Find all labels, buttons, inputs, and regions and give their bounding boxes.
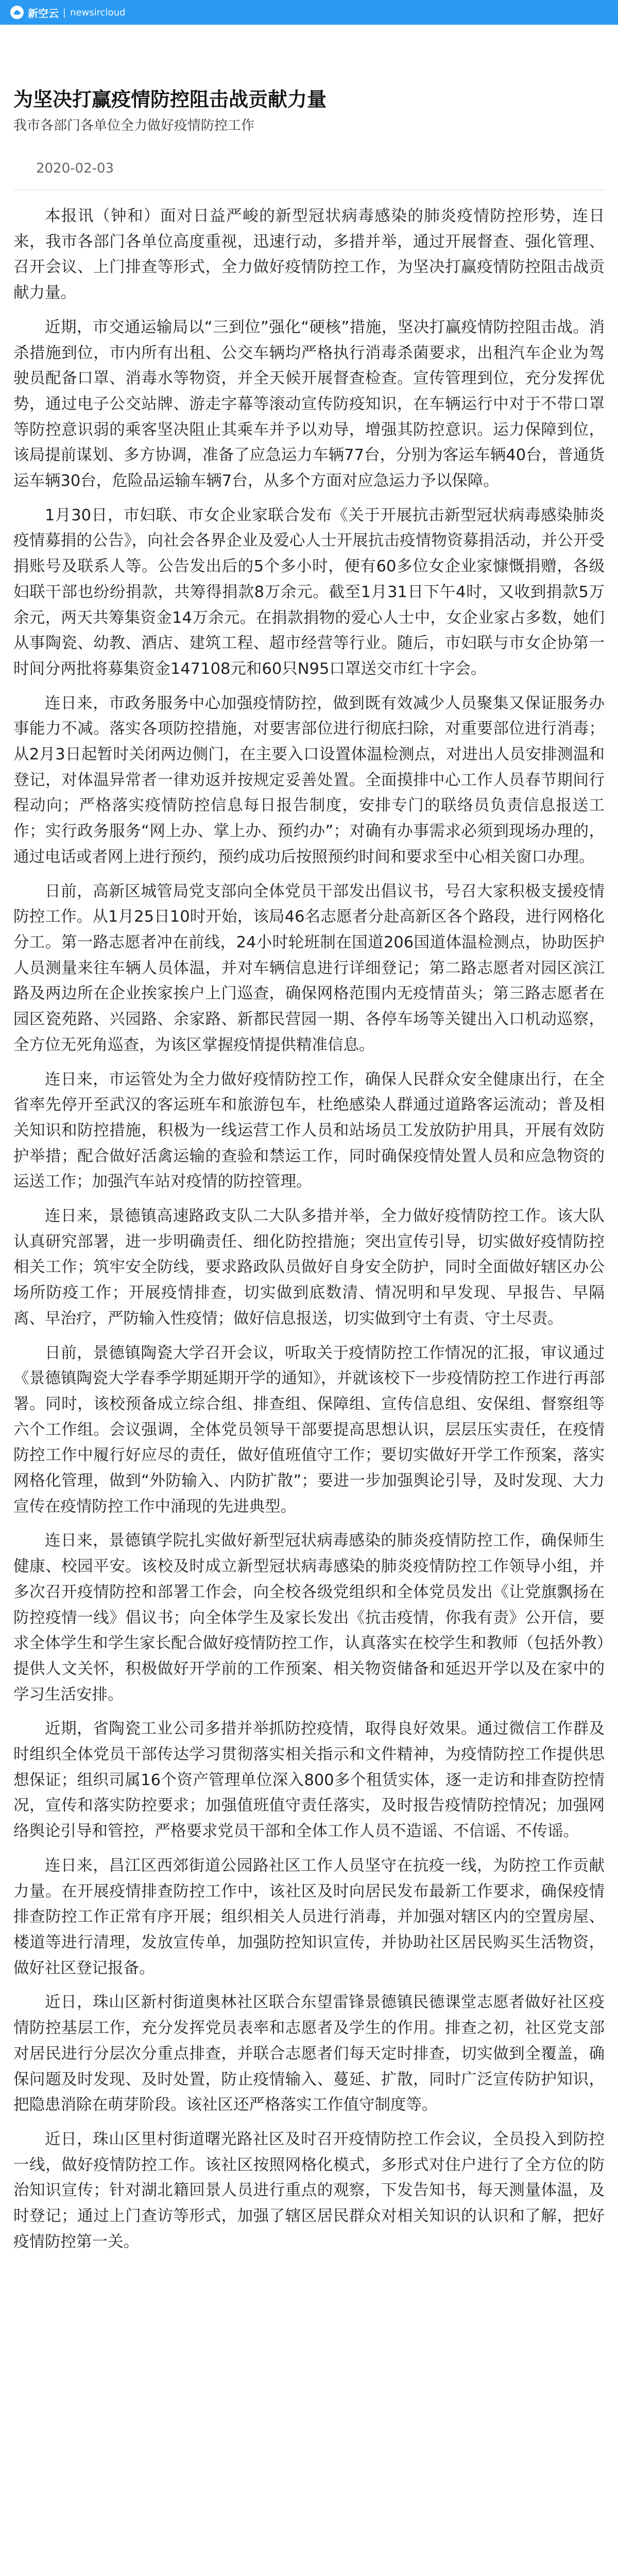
article-paragraph: 近期，省陶瓷工业公司多措并举抓防控疫情，取得良好效果。通过微信工作群及时组织全体党员干部传达学习贯彻落实相关指示和文件精神，为疫情防控工作提供思想保证；组织司属16个资产管理单位深入800多个租赁实体，逐一走访和排查防控情况，宣传和落实防控要求；加强值班值守责任落实，及时报告疫情防控情况；加强网络舆论引导和管控，严格要求党员干部和全体工作人员不造谣、不信谣、不传谣。	[13, 1720, 605, 1841]
app-header	[0, 0, 618, 25]
header-separator: |	[63, 7, 66, 18]
article-paragraph: 连日来，景德镇高速路政支队二大队多措并举，全力做好疫情防控工作。该大队认真研究部署，进一步明确责任、细化防控措施；突出宣传引导，切实做好疫情防控相关工作；筑牢安全防线，要求路政队员做好自身安全防护，同时全面做好辖区办公场所防疫工作；开展疫情排查，切实做到底数清、情况明和早发现、早报告、早隔离、早治疗，严防输入性疫情；做好信息报送，切实做到守土有责、守土尽责。	[13, 1207, 605, 1328]
cloud-logo-icon	[10, 6, 24, 19]
article-paragraph: 日前，高新区城管局党支部向全体党员干部发出倡议书，号召大家积极支援疫情防控工作。从1月25日10时开始，该局46名志愿者分赴高新区各个路段，进行网格化分工。第一路志愿者冲在前线，24小时轮班制在国道206国道体温检测点，协助医护人员测量来往车辆人员体温，并对车辆信息进行详细登记；第二路志愿者对园区滨江路及两边所在企业挨家挨户上门巡查，确保网格范围内无疫情苗头；第三路志愿者在园区瓷苑路、兴园路、余家路、新都民营园一期、各停车场等关键出入口机动巡察，全方位无死角巡查，为该区掌握疫情提供精准信息。	[13, 882, 605, 1054]
article-paragraph: 连日来，市政务服务中心加强疫情防控，做到既有效减少人员聚集又保证服务办事能力不减。落实各项防控措施，对要害部位进行彻底扫除，对重要部位进行消毒；从2月3日起暂时关闭两边侧门，在主要入口设置体温检测点，对进出人员安排测温和登记，对体温异常者一律劝返并按规定妥善处置。全面摸排中心工作人员春节期间行程动向；严格落实疫情防控信息每日报告制度，安排专门的联络员负责信息报送工作；实行政务服务“网上办、掌上办、预约办”；对确有办事需求必须到现场办理的，通过电话或者网上进行预约，预约成功后按照预约时间和要求至中心相关窗口办理。	[13, 694, 605, 866]
article-subtitle: 我市各部门各单位全力做好疫情防控工作	[13, 118, 255, 133]
article-title: 为坚决打赢疫情防控阻击战贡献力量	[13, 88, 327, 111]
article-container	[0, 87, 618, 2255]
article-paragraph: 本报讯（钟和）面对日益严峻的新型冠状病毒感染的肺炎疫情防控形势，连日来，我市各部门各单位高度重视，迅速行动，多措并举，通过开展督查、强化管理、召开会议、上门排查等形式，全力做好疫情防控工作，为坚决打赢疫情防控阻击战贡献力量。	[13, 207, 605, 302]
channel-name: newsircloud	[70, 7, 126, 18]
article-paragraph: 日前，景德镇陶瓷大学召开会议，听取关于疫情防控工作情况的汇报，审议通过《景德镇陶瓷大学春季学期延期开学的通知》，并就该校下一步疫情防控工作进行再部署。同时，该校预备成立综合组、排查组、保障组、宣传信息组、安保组、督察组等六个工作组。会议强调，全体党员领导干部要提高思想认识，层层压实责任，在疫情防控工作中履行好应尽的责任，做好值班值守工作；要切实做好开学工作预案，落实网格化管理，做到“外防输入、内防扩散”；要进一步加强舆论引导，及时发现、大力宣传在疫情防控工作中涌现的先进典型。	[13, 1344, 605, 1516]
publish-date: 2020-02-03	[36, 161, 114, 176]
article-paragraph: 近日，珠山区里村街道曙光路社区及时召开疫情防控工作会议，全员投入到防控一线，做好疫情防控工作。该社区按照网格化模式，多形式对住户进行了全方位的防治知识宣传；针对湖北籍回景人员进行重点的观察，下发告知书，每天测量体温，及时登记；通过上门查访等形式，加强了辖区居民群众对相关知识的认识和了解，把好疫情防控第一关。	[13, 2130, 605, 2251]
article-paragraph: 连日来，昌江区西郊街道公园路社区工作人员坚守在抗疫一线，为防控工作贡献力量。在开展疫情排查防控工作中，该社区及时向居民发布最新工作要求，确保疫情排查防控工作正常有序开展；组织相关人员进行消毒，并加强对辖区内的空置房屋、楼道等进行清理，发放宣传单，加强防控知识宣传，并协助社区居民购买生活物资，做好社区登记报备。	[13, 1856, 605, 1977]
article-paragraph: 近期，市交通运输局以“三到位”强化“硬核”措施，坚决打赢疫情防控阻击战。消杀措施到位，市内所有出租、公交车辆均严格执行消毒杀菌要求，出租汽车企业为驾驶员配备口罩、消毒水等物资，并全天候开展督查检查。宣传管理到位，充分发挥优势，通过电子公交站牌、游走字幕等滚动宣传防疫知识，在车辆运行中对于不带口罩等防控意识弱的乘客坚决阻止其乘车并予以劝导，增强其防控意识。运力保障到位，该局提前谋划、多方协调，准备了应急运力车辆77台，分别为客运车辆40台，普通货运车辆30台，危险品运输车辆7台，从多个方面对应急运力予以保障。	[13, 318, 605, 490]
article-paragraph: 连日来，景德镇学院扎实做好新型冠状病毒感染的肺炎疫情防控工作，确保师生健康、校园平安。该校及时成立新型冠状病毒感染的肺炎疫情防控工作领导小组，并多次召开疫情防控和部署工作会，向全校各级党组织和全体党员发出《让党旗飘扬在防控疫情一线》倡议书；向全体学生及家长发出《抗击疫情，你我有责》公开信，要求全体学生和学生家长配合做好疫情防控工作，认真落实在校学生和教师（包括外教）提供人文关怀，积极做好开学前的工作预案、相关物资储备和延迟开学以及在家中的学习生活安排。	[13, 1532, 605, 1704]
article-paragraph: 1月30日，市妇联、市女企业家联合发布《关于开展抗击新型冠状病毒感染肺炎疫情募捐的公告》，向社会各界企业及爱心人士开展抗击疫情物资募捐活动，并公开受捐账号及联系人等。公告发出后的5个多小时，便有60多位女企业家慷慨捐赠，各级妇联干部也纷纷捐款，共筹得捐款8万余元。截至1月31日下午4时，又收到捐款5万余元，两天共筹集资金14万余元。在捐款捐物的爱心人士中，女企业家占多数，她们从事陶瓷、幼教、酒店、建筑工程、超市经营等行业。随后，市妇联与市女企协第一时间分两批将募集资金147108元和60只N95口罩送交市红十字会。	[13, 506, 605, 678]
article-paragraph: 近日，珠山区新村街道奥林社区联合东望雷锋景德镇民德课堂志愿者做好社区疫情防控基层工作，充分发挥党员表率和志愿者及学生的作用。排查之初，社区党支部对居民进行分层次分重点排查，并联合志愿者们每天定时排查，切实做到全覆盖，确保问题及时发现、及时处置，防止疫情输入、蔓延、扩散，同时广泛宣传防护知识，把隐患消除在萌芽阶段。该社区还严格落实工作值守制度等。	[13, 1993, 605, 2114]
brand-name[interactable]: 新空云	[28, 7, 59, 20]
article-paragraph: 连日来，市运管处为全力做好疫情防控工作，确保人民群众安全健康出行，在全省率先停开至武汉的客运班车和旅游包车，杜绝感染人群通过道路客运流动；普及相关知识和防控措施，积极为一线运营工作人员和站场员工发放防护用具，开展有效防护举措；配合做好活禽运输的查验和禁运工作，同时确保疫情处置人员和应急物资的运送工作；加强汽车站对疫情的防控管理。	[13, 1070, 605, 1191]
article-body	[13, 204, 605, 2255]
